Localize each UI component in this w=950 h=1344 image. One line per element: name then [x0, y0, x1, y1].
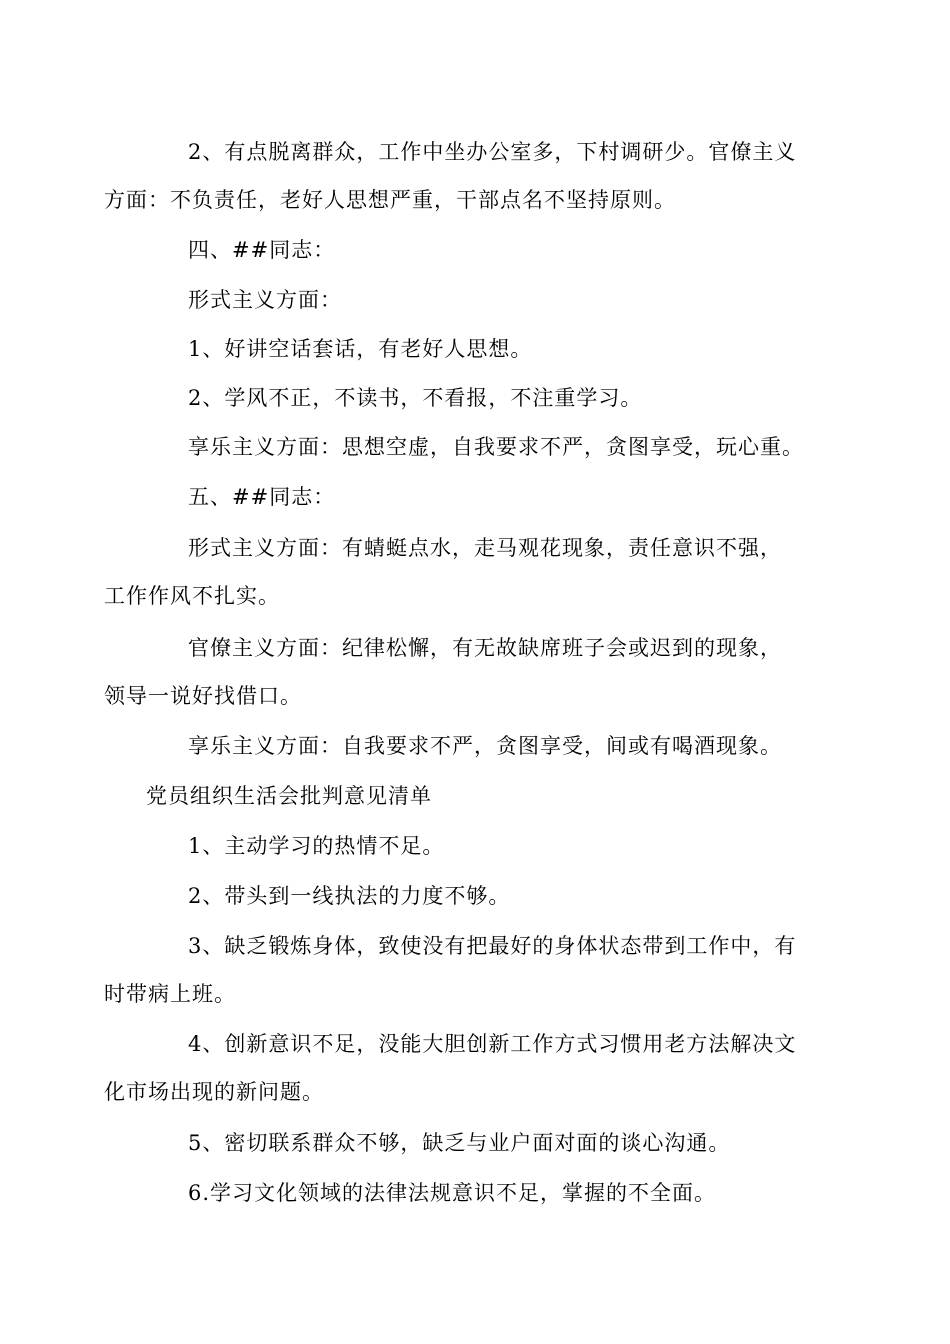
section-title-criticism-list [146, 772, 816, 820]
paragraph-item-2-bureaucracy [104, 128, 816, 224]
paragraph-bureaucracy [104, 624, 816, 720]
text-line: 领导一说好找借口。 [104, 684, 302, 708]
list-item [146, 872, 816, 920]
paragraph-formalism [104, 524, 816, 620]
text-line: 方面：不负责任，老好人思想严重，干部点名不坚持原则。 [104, 188, 676, 212]
text-line: 党员组织生活会批判意见清单 [146, 784, 432, 808]
text-line: 2、学风不正，不读书，不看报，不注重学习。 [188, 386, 643, 410]
list-item [146, 374, 816, 422]
text-line: 五、##同志： [188, 485, 336, 509]
text-line: 5、密切联系群众不够，缺乏与业户面对面的谈心沟通。 [188, 1131, 731, 1155]
text-line: 2、带头到一线执法的力度不够。 [188, 884, 511, 908]
paragraph-hedonism [146, 722, 816, 770]
text-line: 形式主义方面：有蜻蜓点水，走马观花现象，责任意识不强， [188, 536, 782, 560]
text-line: 4、创新意识不足，没能大胆创新工作方式习惯用老方法解决文 [188, 1032, 797, 1056]
text-line: 享乐主义方面：自我要求不严，贪图享受，间或有喝酒现象。 [188, 734, 782, 758]
text-line: 享乐主义方面：思想空虚，自我要求不严，贪图享受，玩心重。 [188, 435, 804, 459]
list-item [146, 1119, 816, 1167]
text-line: 化市场出现的新问题。 [104, 1080, 324, 1104]
list-item [146, 325, 816, 373]
list-item [104, 922, 816, 1018]
list-item [146, 822, 816, 870]
section-heading-five [146, 473, 816, 521]
list-item [104, 1020, 816, 1116]
text-line: 1、好讲空话套话，有老好人思想。 [188, 337, 533, 361]
text-line: 3、缺乏锻炼身体，致使没有把最好的身体状态带到工作中，有 [188, 934, 797, 958]
text-line: 2、有点脱离群众，工作中坐办公室多，下村调研少。官僚主义 [188, 140, 797, 164]
paragraph-hedonism [146, 423, 816, 471]
text-line: 1、主动学习的热情不足。 [188, 834, 445, 858]
text-line: 时带病上班。 [104, 982, 236, 1006]
text-line: 工作作风不扎实。 [104, 584, 280, 608]
list-item [146, 1169, 816, 1217]
section-heading-four [146, 226, 816, 274]
text-line: 四、##同志： [188, 238, 336, 262]
subheading-formalism [146, 276, 816, 324]
text-line: 官僚主义方面：纪律松懈，有无故缺席班子会或迟到的现象， [188, 636, 782, 660]
text-line: 形式主义方面： [188, 288, 342, 312]
text-line: 6.学习文化领域的法律法规意识不足，掌握的不全面。 [188, 1181, 717, 1205]
